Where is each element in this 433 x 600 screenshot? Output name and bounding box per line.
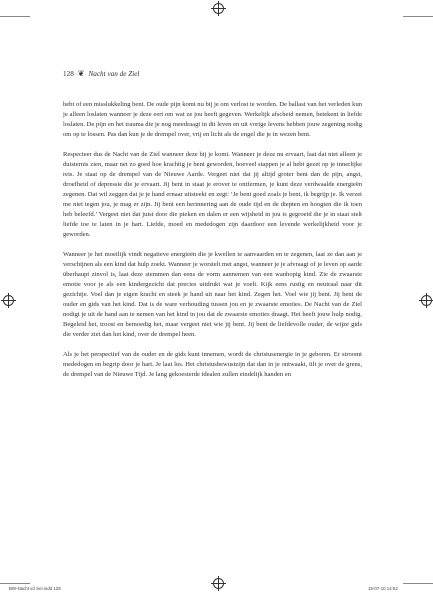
running-header [63, 69, 139, 78]
registration-mark-left [3, 295, 14, 306]
registration-mark-bottom [213, 578, 224, 589]
timestamp: 15-07-10 14:52 [368, 586, 398, 591]
crop-line-top-left [0, 16, 30, 17]
crop-line-bottom-right [403, 583, 433, 584]
crop-line-bottom-left [0, 583, 30, 584]
ornament-icon: ❦ [77, 69, 85, 78]
registration-mark-top [213, 3, 224, 14]
file-label: BW-Nacht vd ziel.indd 128 [9, 586, 61, 591]
paragraph-2: Respecteer dus de Nacht van de Ziel wanneer deze bij je komt. Wanneer je deze nu ervaart, laat dat niet alleen je duisternis zien, maar net zo goed hoe krachtig je bent geworden, hoeveel stappen je al hebt gezet op je innerlijke reis. Je staat op de drempel van de Nieuwe Aarde. Vergeet niet dat jij altijd groter bent dan de pijn, angst, droefheid of depressie die je ervaart. Jij bent in staat je erover te ontfermen, je kunt deze verdwaalde energieën zegenen. Dat wil zeggen dat je je hand ernaar uitsteekt en zegt: ‘Je bent goed zoals je bent, ik begrijp je. Ik verzet me niet tegen jou, je mag er zijn. Jij bent een herinnering aan de oude tijd en de diepten en hoogten die ik toen heb beleefd.’ Vergeet niet dat juist door die pieken en dalen er een wijsheid in jou is gegroeid die je in staat stelt liefde toe te laten in je hart. Liefde, moed en mededogen zijn daardoor een levende werkelijkheid voor je geworden. [63, 151, 362, 238]
page-number: 128 [63, 69, 74, 78]
paragraph-3: Wanneer je het moeilijk vindt negatieve energieën die je kwellen te aanvaarden en te zegenen, laat ze dan aan je verschijnen als een kind dat hulp zoekt. Wanneer je worstelt met angst, wanneer je je afvraagt of je leven op aarde überhaupt zinvol is, laat deze stemmen dan eens de vorm aannemen van een wanhopig kind. Zie de zwaarste emotie voor je als een kindergezicht dat precies uitdrukt wat je voelt. Kijk eens rustig en neutraal naar dit gezichtje. Voel dan je eigen kracht en steek je hand uit naar het kind. Zegen het. Voel wie jij bent. Jij bent de ouder en gids van het kind. Dat is de ware verhouding tussen jou en je zwaarste emoties. De Nacht van de Ziel nodigt je uit de hand aan te nemen van het kind in jou dat de zwaarste emoties draagt. Het heeft jouw hulp nodig. Begeleid het, troost en bemoedig het, maar vergeet niet wie jij bent. Jij bent de liefdevolle ouder, de wijze gids die verder ziet dan het kind, over de drempel heen. [63, 251, 362, 338]
crop-line-top-right [403, 16, 433, 17]
paragraph-1: hebt of een misslukkeling bent. De oude pijn komt nu bij je om verlost te worden. De ballast van het verleden kun je alleen loslaten wanneer je deze eert om wat ze jou heeft gegeven. Werkelijk afscheid nemen, betekent in liefde loslaten. De pijn en het trauma die je nog meedraagt in dit leven en uit vorige levens hebben jouw zegening nodig om op te lossen. Pas dan kun je de drempel over, vrij en licht als de engel die je in wezen bent. [63, 101, 362, 138]
page-body [63, 100, 362, 390]
registration-mark-right [421, 295, 432, 306]
paragraph-4: Als je het perspectief van de ouder en de gids kunt innemen, wordt de christusenergie in je geboren. Er stroomt mededogen en begrip door je hart. Je laat los. Het christusbewustzijn dat dan in je ontwaakt, tilt je over de grens, de drempel van de Nieuwe Tijd. Je lang gekoesterde idealen zullen eindelijk handen en [63, 351, 362, 378]
running-title: Nacht van de Ziel [88, 69, 140, 78]
